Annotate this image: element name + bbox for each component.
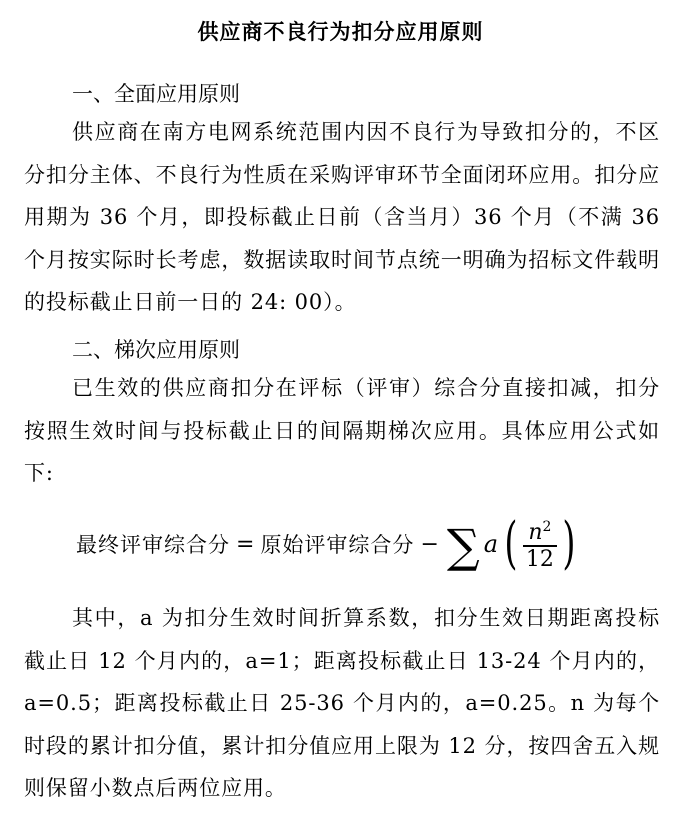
section-body-tiered: 已生效的供应商扣分在评标（评审）综合分直接扣减，扣分按照生效时间与投标截止日的间隔期梯次应用。具体应用公式如下: [24,376,660,486]
formula-exponent: 2 [542,519,552,536]
formula-denominator: 12 [525,546,554,572]
scoring-formula [76,504,580,584]
formula-fraction [523,515,557,573]
section-heading-tiered: 二、梯次应用原则 [72,338,240,362]
formula-numerator [525,515,554,545]
formula-minus-sign: − [420,531,439,557]
section-heading-comprehensive: 一、全面应用原则 [72,82,240,106]
formula-numerator-var: n [528,520,543,546]
formula-equals-sign: = [236,531,255,557]
document-title: 供应商不良行为扣分应用原则 [197,19,484,44]
formula-lhs: 最终评审综合分 [76,533,230,557]
formula-coefficient: a [483,530,499,558]
section-body-comprehensive: 供应商在南方电网系统范围内因不良行为导致扣分的，不区分扣分主体、不良行为性质在采购评审环节全面闭环应用。扣分应用期为 36 个月，即投标截止日前（含当月）36 个月（不满 36 个月按实际时长考虑，数据读取时间节点统一明确为招标文件载明的投标截止日前一日的 24: 00）。 [24,120,660,315]
formula-sum-symbol: ∑ [446,519,480,573]
formula-right-paren: ) [562,511,576,576]
formula-rhs-text: 原始评审综合分 [260,533,415,557]
formula-explanation: 其中，a 为扣分生效时间折算系数，扣分生效日期距离投标截止日 12 个月内的，a=1；距离投标截止日 13-24 个月内的，a=0.5；距离投标截止日 25-36 个月内的，a=0.25。n 为每个时段的累计扣分值，累计扣分值应用上限为 12 分，按四舍五入规则保留小数点后两位应用。 [24,606,660,801]
formula-left-paren: ( [504,511,518,576]
